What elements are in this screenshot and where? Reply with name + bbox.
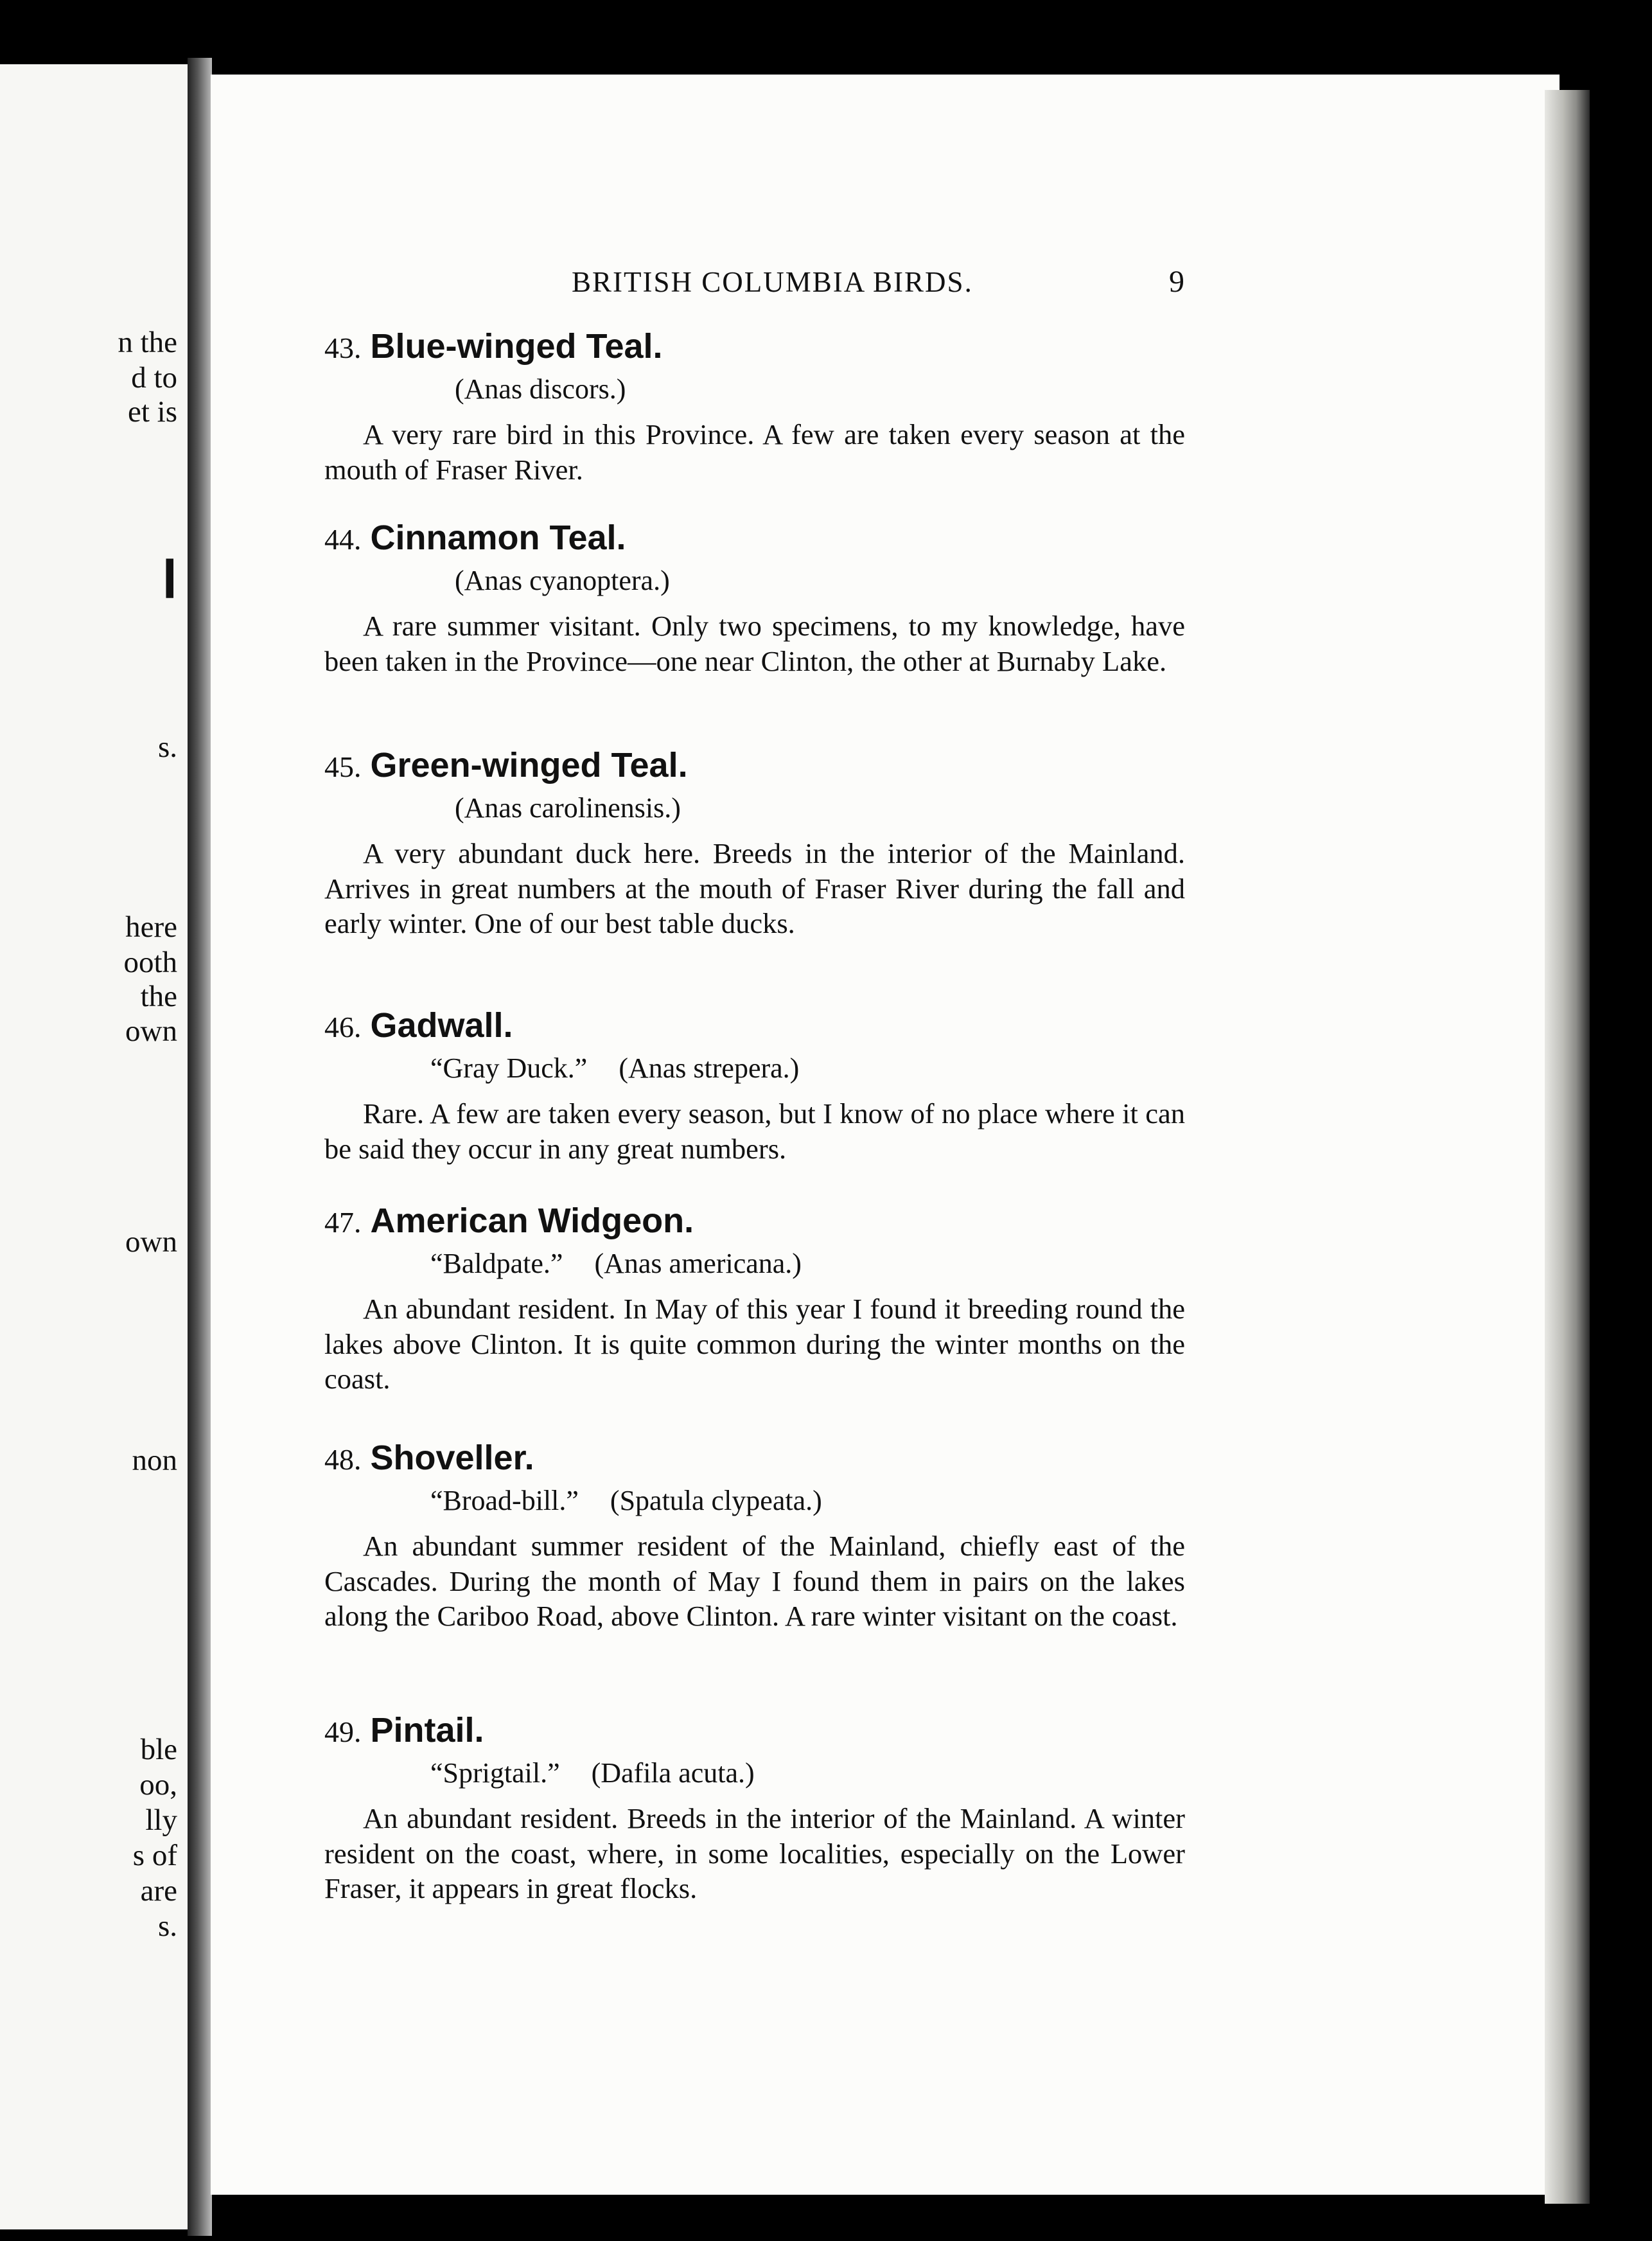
entry-text: An abundant resident. In May of this year I found it breeding round the lakes above Clinton. It is quite common during the winter months on the coast. — [324, 1293, 1185, 1395]
species-entry — [324, 1710, 1185, 1906]
facing-page-fragment: et is — [127, 395, 177, 429]
entry-names-line — [430, 1246, 1185, 1281]
entry-scientific-name: (Anas discors.) — [455, 373, 626, 405]
page-number: 9 — [1169, 265, 1184, 299]
species-entry — [324, 1438, 1185, 1634]
entry-heading — [324, 1710, 1185, 1752]
entry-text: A rare summer visitant. Only two specimens, to my knowledge, have been taken in the Province—one near Clinton, the other at Burnaby Lake. — [324, 610, 1185, 677]
entry-text: A very abundant duck here. Breeds in the interior of the Mainland. Arrives in great numbers at the mouth of Fraser River during the fall and early winter. One of our best table ducks. — [324, 837, 1185, 939]
entry-names-line — [430, 1484, 1185, 1518]
entry-number: 45. — [324, 750, 362, 783]
entry-heading — [324, 745, 1185, 787]
entry-scientific-name: (Anas cyanoptera.) — [455, 565, 670, 596]
facing-page-fragment: non — [132, 1444, 177, 1477]
facing-page-fragment: own — [125, 1225, 177, 1259]
entry-common-name: “Sprigtail.” — [430, 1757, 560, 1789]
facing-page-fragment: lly — [145, 1803, 177, 1837]
entry-heading — [324, 326, 1185, 368]
facing-page-fragment: here — [125, 910, 177, 944]
entry-number: 49. — [324, 1715, 362, 1748]
entry-name: Gadwall. — [370, 1006, 513, 1045]
facing-page-fragment: s of — [132, 1839, 177, 1872]
entry-name: Shoveller. — [370, 1439, 534, 1477]
facing-page-fragment: d to — [131, 361, 177, 394]
entry-text: Rare. A few are taken every season, but I know of no place where it can be said they occur in any great numbers. — [324, 1097, 1185, 1165]
entry-common-name: “Baldpate.” — [430, 1248, 563, 1279]
entry-text: An abundant summer resident of the Mainland, chiefly east of the Cascades. During the month of May I found them in pairs on the lakes along the Cariboo Road, above Clinton. A rare winter visitant on the coast. — [324, 1530, 1185, 1632]
entry-names-line — [430, 1756, 1185, 1791]
entry-name: American Widgeon. — [370, 1201, 694, 1240]
entry-name: Blue-winged Teal. — [370, 327, 663, 366]
entry-names-line — [430, 1051, 1185, 1086]
entry-text: A very rare bird in this Province. A few are taken every season at the mouth of Fraser River. — [324, 418, 1185, 486]
facing-page-fragment: s. — [157, 1909, 177, 1943]
running-head: BRITISH COLUMBIA BIRDS. — [572, 266, 973, 298]
entry-name: Green-winged Teal. — [370, 746, 688, 784]
entry-scientific-name: (Dafila acuta.) — [591, 1757, 755, 1789]
entry-number: 47. — [324, 1206, 362, 1239]
facing-page-fragment: ooth — [123, 946, 177, 979]
entry-heading — [324, 1005, 1185, 1047]
page-edge — [1545, 90, 1590, 2204]
entry-scientific-name: (Anas strepera.) — [619, 1052, 800, 1084]
species-entry — [324, 518, 1185, 678]
entry-scientific-name: (Spatula clypeata.) — [610, 1485, 822, 1516]
entry-scientific-name: (Anas americana.) — [594, 1248, 802, 1279]
facing-page-fragment: are — [140, 1874, 177, 1908]
facing-page-fragment: the — [140, 980, 177, 1013]
facing-page-fragment: s. — [157, 731, 177, 764]
entry-common-name: “Broad-bill.” — [430, 1485, 579, 1516]
entry-text: An abundant resident. Breeds in the interior of the Mainland. A winter resident on the coast, where, in some localities, especially on the Lower Fraser, it appears in great flocks. — [324, 1802, 1185, 1904]
book-gutter — [188, 58, 212, 2236]
facing-page-fragment: n the — [118, 326, 177, 359]
entry-scientific-name: (Anas carolinensis.) — [455, 792, 681, 824]
species-entry — [324, 1201, 1185, 1397]
facing-page-fragment: oo, — [139, 1768, 177, 1802]
entry-heading — [324, 518, 1185, 560]
entry-number: 43. — [324, 332, 362, 364]
entry-number: 48. — [324, 1443, 362, 1476]
facing-page-fragment: own — [125, 1014, 177, 1048]
facing-page-fragment: l — [162, 549, 177, 610]
entry-names-line — [430, 791, 1185, 826]
entry-names-line — [430, 563, 1185, 598]
entry-number: 44. — [324, 523, 362, 556]
entry-heading — [324, 1438, 1185, 1480]
entry-name: Pintail. — [370, 1711, 484, 1749]
facing-page — [0, 64, 188, 2229]
entry-heading — [324, 1201, 1185, 1243]
species-entry — [324, 1005, 1185, 1166]
entry-names-line — [430, 372, 1185, 407]
entry-number: 46. — [324, 1011, 362, 1043]
species-entry — [324, 326, 1185, 487]
entry-name: Cinnamon Teal. — [370, 518, 626, 557]
facing-page-fragment: ble — [140, 1733, 177, 1766]
entry-common-name: “Gray Duck.” — [430, 1052, 588, 1084]
species-entry — [324, 745, 1185, 941]
